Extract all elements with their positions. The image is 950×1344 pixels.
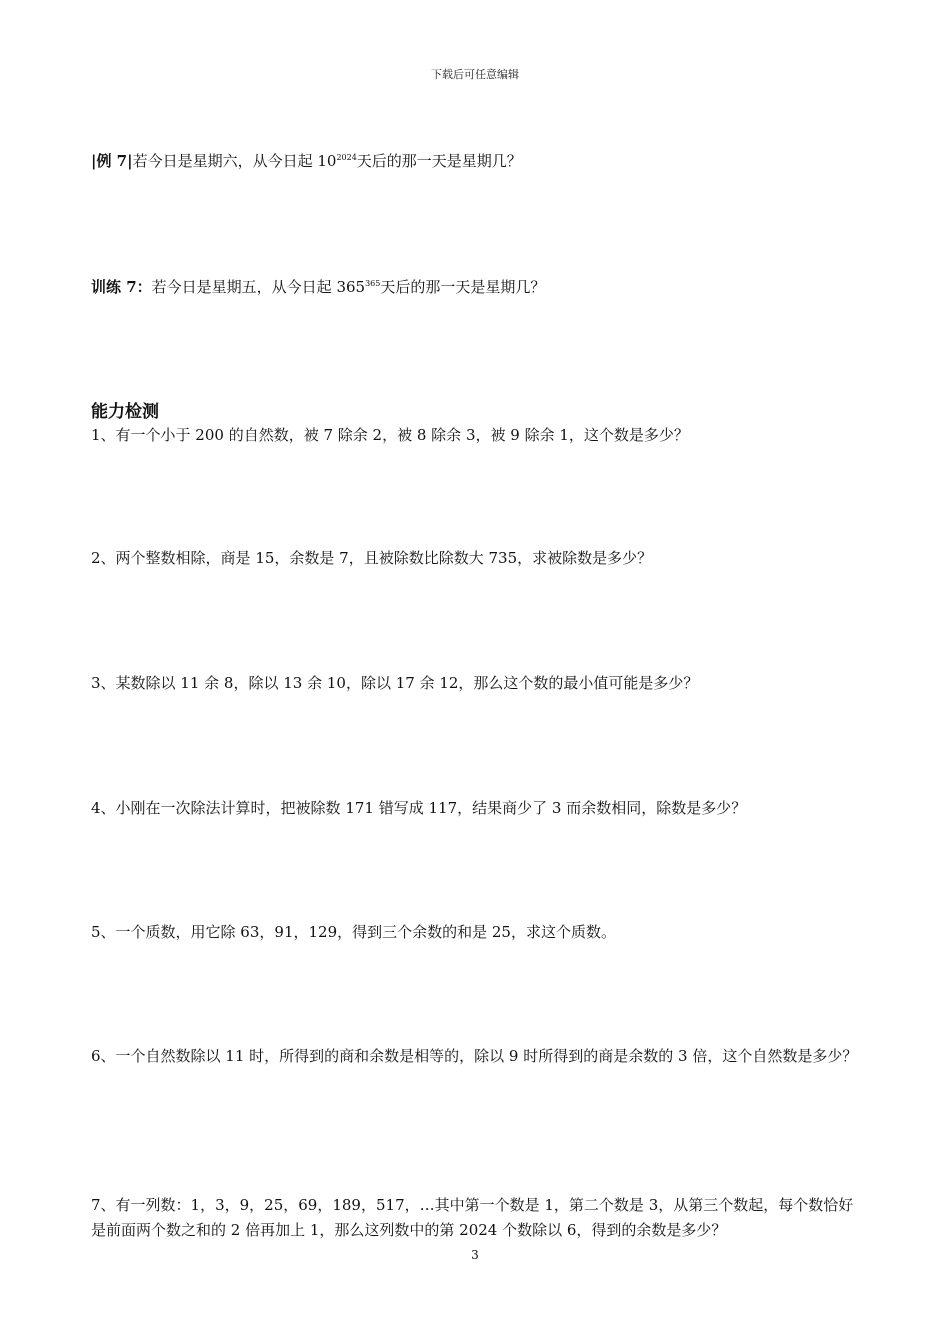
question-1: 1、有一个小于 200 的自然数，被 7 除余 2，被 8 除余 3，被 9 除余 1，这个数是多少？ <box>91 426 689 444</box>
example-7-label: |例 7| <box>91 152 133 170</box>
example-7-text-after: 天后的那一天是星期几？ <box>356 152 522 170</box>
question-6: 6、一个自然数除以 11 时，所得到的商和余数是相等的，除以 9 时所得到的商是余数的 3 倍，这个自然数是多少？ <box>91 1047 858 1065</box>
question-4: 4、小刚在一次除法计算时，把被除数 171 错写成 117，结果商少了 3 而余数相同，除数是多少？ <box>91 799 747 817</box>
example-7-exponent: 2024 <box>336 153 357 162</box>
page-number: 3 <box>471 1248 479 1262</box>
training-7-text-before: 若今日是星期五，从今日起 365 <box>151 278 366 296</box>
example-7-text-before: 若今日是星期六，从今日起 10 <box>132 152 337 170</box>
section-title: 能力检测 <box>91 402 159 422</box>
question-3: 3、某数除以 11 余 8，除以 13 余 10，除以 17 余 12，那么这个数的最小值可能是多少？ <box>91 674 699 692</box>
example-7 <box>91 148 522 171</box>
training-7-label: 训练 7： <box>91 278 152 296</box>
training-7-exponent: 365 <box>365 279 381 288</box>
page-header: 下载后可任意编辑 <box>431 68 519 81</box>
training-7-text-after: 天后的那一天是星期几？ <box>380 278 546 296</box>
question-5: 5、一个质数，用它除 63，91，129，得到三个余数的和是 25，求这个质数。 <box>91 923 616 941</box>
question-7: 7、有一列数：1，3，9，25，69，189，517，…其中第一个数是 1，第二个数是 3，从第三个数起，每个数恰好是前面两个数之和的 2 倍再加上 1，那么这列数中的第 2024 个数除以 6，得到的余数是多少？ <box>91 1196 854 1239</box>
question-2: 2、两个整数相除，商是 15，余数是 7，且被除数比除数大 735，求被除数是多少？ <box>91 549 653 567</box>
training-7 <box>91 274 545 297</box>
